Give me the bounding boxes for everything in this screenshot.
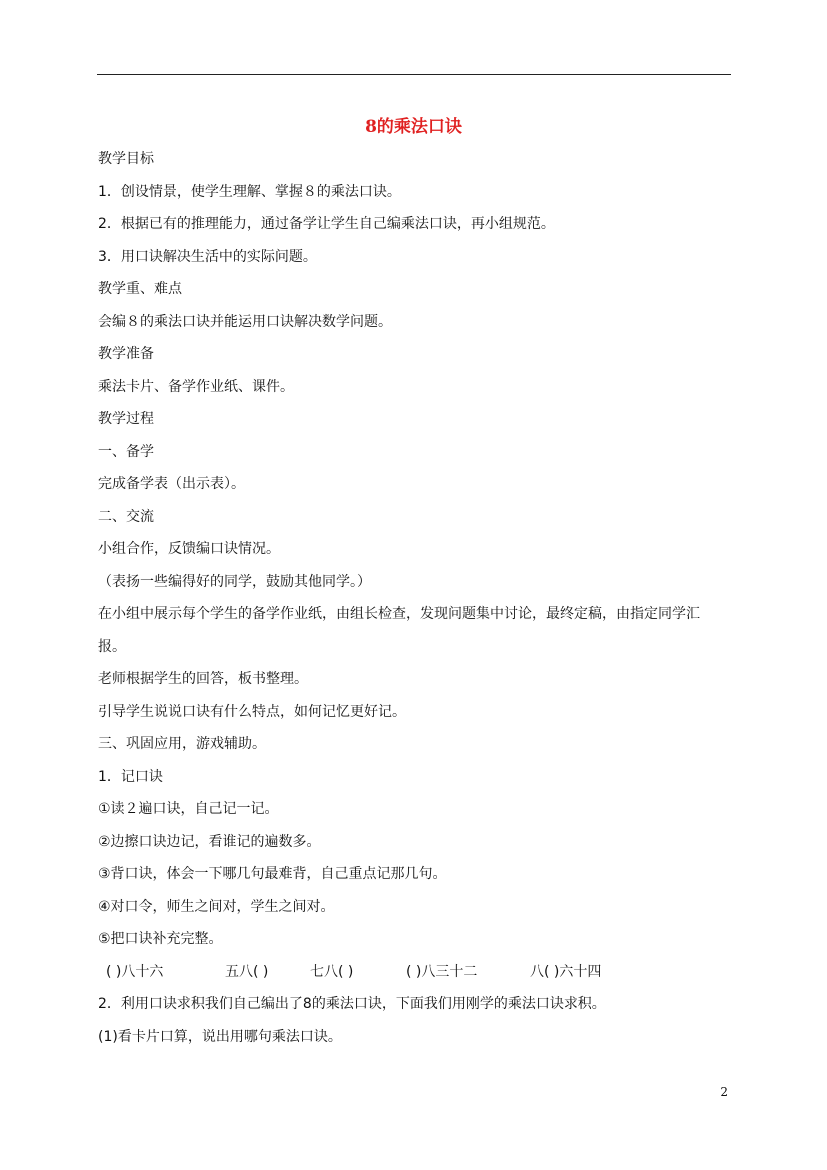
list-item: ⑤把口诀补充完整。 xyxy=(98,931,223,947)
list-item: ④对口令，师生之间对，学生之间对。 xyxy=(98,899,335,915)
section-heading-process: 教学过程 xyxy=(98,411,154,427)
paragraph: 3．用口诀解决生活中的实际问题。 xyxy=(98,249,317,265)
blank-item: 八( )六十四 xyxy=(530,964,602,980)
list-item: ②边擦口诀边记，看谁记的遍数多。 xyxy=(98,834,321,850)
paragraph: 乘法卡片、备学作业纸、课件。 xyxy=(98,379,294,395)
page-number: 2 xyxy=(720,1085,728,1099)
section-heading-goals: 教学目标 xyxy=(98,151,154,167)
blank-item: ( )八十六 xyxy=(106,964,164,980)
list-item: ①读２遍口诀，自己记一记。 xyxy=(98,801,279,817)
paragraph: 老师根据学生的回答，板书整理。 xyxy=(98,671,308,687)
paragraph: 1．创设情景，使学生理解、掌握８的乘法口诀。 xyxy=(98,184,401,200)
paragraph: 报。 xyxy=(98,639,126,655)
section-heading-preparation: 教学准备 xyxy=(98,346,154,362)
subsection-heading: 一、备学 xyxy=(98,444,154,460)
paragraph: 小组合作，反馈编口诀情况。 xyxy=(98,541,280,557)
paragraph: 完成备学表（出示表）。 xyxy=(98,476,245,492)
section-heading-key-points: 教学重、难点 xyxy=(98,281,182,297)
header-rule xyxy=(97,74,731,75)
blank-item: 七八( ) xyxy=(310,964,354,980)
paragraph: (1)看卡片口算，说出用哪句乘法口诀。 xyxy=(98,1029,342,1045)
paragraph: 会编８的乘法口诀并能运用口诀解决数学问题。 xyxy=(98,314,392,330)
subsection-heading: 三、巩固应用，游戏辅助。 xyxy=(98,736,266,752)
blank-item: 五八( ) xyxy=(225,964,269,980)
list-heading: 1．记口诀 xyxy=(98,769,163,785)
list-item: ③背口诀，体会一下哪几句最难背，自己重点记那几句。 xyxy=(98,866,447,882)
document-title: 8的乘法口诀 xyxy=(365,117,462,137)
paragraph: 2．根据已有的推理能力，通过备学让学生自己编乘法口诀，再小组规范。 xyxy=(98,216,555,232)
paragraph: 2．利用口诀求积我们自己编出了8的乘法口诀，下面我们用刚学的乘法口诀求积。 xyxy=(98,996,606,1012)
blank-item: ( )八三十二 xyxy=(406,964,478,980)
subsection-heading: 二、交流 xyxy=(98,509,154,525)
paragraph: 在小组中展示每个学生的备学作业纸，由组长检查，发现问题集中讨论，最终定稿，由指定同学汇 xyxy=(98,606,700,622)
paragraph: 引导学生说说口诀有什么特点，如何记忆更好记。 xyxy=(98,704,406,720)
paragraph: （表扬一些编得好的同学，鼓励其他同学。） xyxy=(98,574,371,590)
